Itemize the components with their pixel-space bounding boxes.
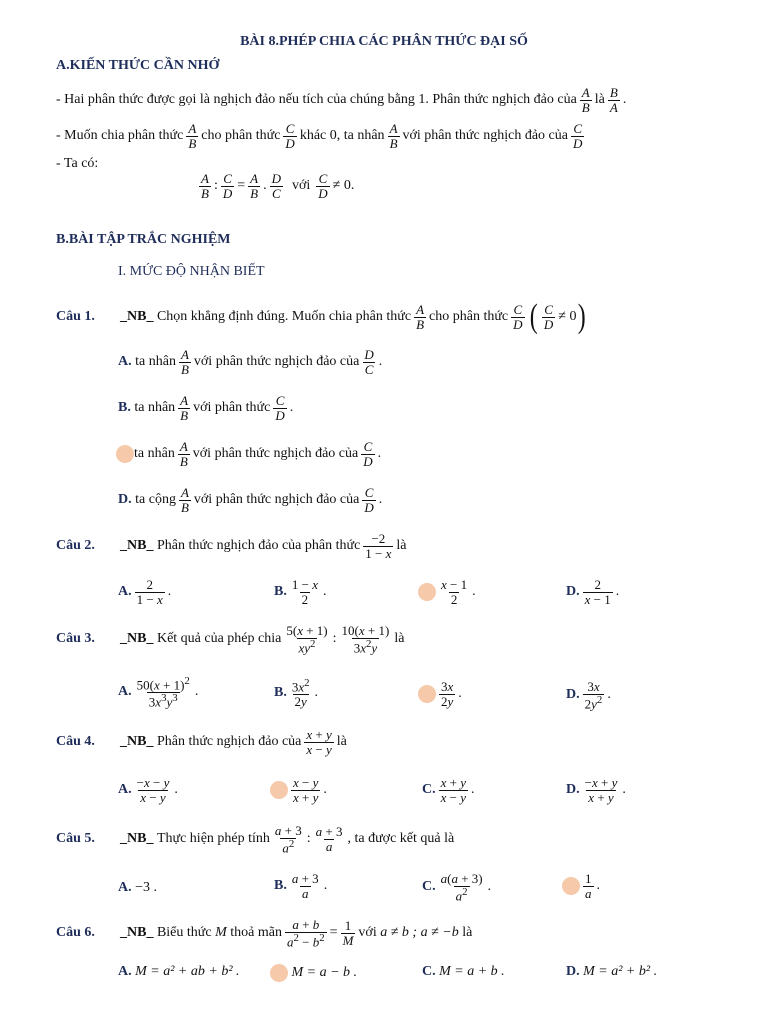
option-label: A. [118, 354, 132, 370]
question-tag: _NB_ [120, 734, 154, 750]
q6-option-b[interactable] [270, 964, 357, 982]
q2-option-b[interactable]: B. $\frac{1 - x}{2}$ . [274, 577, 327, 607]
answer-marker [270, 964, 288, 982]
page-title: BÀI 8.PHÉP CHIA CÁC PHÂN THỨC ĐẠI SỐ [240, 34, 528, 49]
q4-option-c[interactable]: C. $\frac{x + y}{x - y}$ . [422, 775, 475, 805]
option-label: A. [118, 880, 132, 895]
question-text: Thực hiện phép tính [156, 831, 270, 847]
division-formula: $\frac{A}{B}$ : $\frac{C}{D}$ = $\frac{A}{B}$ . $\frac{D}{C}$ với $\frac{C}{D}$ ≠ 0. [201, 171, 355, 201]
question-label: Câu 1. [56, 309, 95, 324]
option-value: M = a² + ab + b² . [135, 964, 240, 979]
question-label: Câu 3. [56, 631, 95, 647]
answer-marker [562, 877, 580, 895]
section-b-heading: B.BÀI TẬP TRẮC NGHIỆM [56, 232, 231, 247]
question-text: Kết quả của phép chia [156, 631, 282, 647]
question-text: là [336, 734, 347, 750]
knowledge-line-1-text: - Hai phân thức được gọi là nghịch đảo nếu tích của chúng bằng 1. Phân thức nghịch đảo của [56, 92, 577, 108]
question-1: Câu 1. _NB_ Chọn khẳng định đúng. Muốn chia phân thức $\frac{A}{B}$ cho phân thức $\frac{C}{D}$ ( $\frac{C}{D}$ ≠ 0 ) [56, 298, 587, 335]
question-3: Câu 3. _NB_ Kết quả của phép chia $\frac{5(x + 1)}{xy^2}$ : $\frac{10(x + 1)}{3x^2y}$ là [56, 623, 405, 655]
option-label: B. [274, 685, 287, 701]
question-text: là [394, 631, 405, 647]
question-text: Phân thức nghịch đảo của phân thức [156, 538, 361, 554]
option-label: D. [118, 492, 132, 508]
question-4: Câu 4. _NB_ Phân thức nghịch đảo của $\frac{x + y}{x - y}$ là [56, 727, 347, 757]
q3-option-a[interactable]: A. $\frac{50(x + 1)^2}{3x^3y^3}$ . [118, 675, 199, 710]
formula-neq: ≠ 0. [332, 178, 355, 194]
question-tag: _NB_ [120, 631, 154, 647]
option-label: D. [566, 964, 580, 979]
option-label: D. [566, 584, 580, 600]
option-label: D. [566, 687, 580, 703]
q5-option-a[interactable] [118, 880, 157, 896]
option-text: ta cộng [135, 492, 176, 508]
question-label: Câu 2. [56, 538, 95, 554]
knowledge-line-2-text3: khác 0, ta nhân [299, 128, 385, 144]
question-label: Câu 5. [56, 831, 95, 847]
q4-option-a[interactable]: A. $\frac{-x - y}{x - y}$ . [118, 775, 178, 805]
option-label: C. [422, 964, 436, 979]
q3-option-b[interactable]: B. $\frac{3x^2}{2y}$ . [274, 677, 319, 709]
knowledge-line-2-text4: với phân thức nghịch đảo của [402, 128, 568, 144]
option-text: với phân thức [193, 400, 271, 416]
knowledge-line-1: - Hai phân thức được gọi là nghịch đảo nếu tích của chúng bằng 1. Phân thức nghịch đảo của $\frac{A}{B}$ là $\frac{B}{A}$ . [56, 85, 627, 115]
question-tag: _NB_ [120, 831, 154, 847]
question-text: , ta được kết quả là [347, 831, 455, 847]
option-label: C. [422, 782, 436, 798]
q5-option-c[interactable]: C. $\frac{a(a + 3)}{a^2}$ . [422, 871, 492, 903]
question-tag: _NB_ [120, 309, 154, 324]
fraction-a-over-b: $\frac{A}{B}$ [389, 121, 398, 151]
q2-option-d[interactable]: D. $\frac{2}{x - 1}$ . [566, 577, 620, 607]
q5-option-b[interactable]: B. $\frac{a + 3}{a}$ . [274, 871, 328, 901]
question-2: Câu 2. _NB_ Phân thức nghịch đảo của phân thức $\frac{-2}{1 - x}$ là [56, 531, 407, 561]
question-tag: _NB_ [120, 925, 154, 941]
option-label: B. [274, 584, 287, 600]
question-text: thoả mãn [230, 925, 282, 941]
question-text: Chọn khẳng định đúng. Muốn chia phân thức [156, 309, 412, 324]
option-label: A. [118, 964, 132, 979]
knowledge-line-2 [56, 122, 587, 150]
answer-marker [418, 685, 436, 703]
q3-option-d[interactable]: D. $\frac{3x}{2y^2}$ . [566, 679, 611, 711]
option-label: D. [566, 782, 580, 798]
knowledge-line-2-text2: cho phân thức [201, 128, 281, 144]
option-text: ta nhân [134, 446, 175, 462]
option-label: A. [118, 684, 132, 700]
knowledge-line-3: - Ta có: [56, 156, 99, 171]
answer-marker [418, 583, 436, 601]
option-text: ta nhân [134, 400, 176, 416]
section-a-heading: A.KIẾN THỨC CẦN NHỚ [56, 58, 220, 73]
question-text: Phân thức nghịch đảo của [156, 734, 302, 750]
question-6: Câu 6. _NB_ Biểu thức M thoả mãn $\frac{a + b}{a^2 - b^2}$ = $\frac{1}{M}$ với a ≠ b ; a ≠ −b là [56, 917, 473, 949]
q6-option-a[interactable] [118, 964, 240, 980]
q4-option-b[interactable]: $\frac{x - y}{x + y}$ . [270, 776, 327, 804]
q1-option-a[interactable]: A. ta nhân $\frac{A}{B}$ với phân thức nghịch đảo của $\frac{D}{C}$ . [118, 347, 383, 377]
q4-option-d[interactable]: D. $\frac{-x + y}{x + y}$ . [566, 775, 626, 805]
option-label: A. [118, 782, 132, 798]
q5-option-d[interactable]: $\frac{1}{a}$ . [562, 872, 600, 900]
formula-with: với [291, 178, 311, 194]
condition: a ≠ b ; a ≠ −b [380, 925, 459, 941]
q6-option-d[interactable] [566, 964, 657, 980]
q1-option-d[interactable]: D. ta cộng $\frac{A}{B}$ với phân thức nghịch đảo của $\frac{C}{D}$ . [118, 485, 383, 515]
option-text: với phân thức nghịch đảo của [193, 492, 360, 508]
question-text: với [358, 925, 377, 941]
question-text: cho phân thức [429, 309, 509, 324]
fraction-c-over-d: $\frac{C}{D}$ [285, 121, 295, 151]
fraction-a-over-b: $\frac{A}{B}$ [581, 85, 590, 115]
fraction-a-over-b: $\frac{A}{B}$ [188, 121, 197, 151]
q2-option-c[interactable]: $\frac{x - 1}{2}$ . [418, 578, 476, 606]
answer-marker [116, 445, 134, 463]
level-heading: I. MỨC ĐỘ NHẬN BIẾT [118, 264, 265, 279]
knowledge-line-1-mid: là [594, 92, 605, 108]
option-value: −3 . [135, 880, 158, 895]
q6-option-c[interactable] [422, 964, 505, 980]
fraction-c-over-d: $\frac{C}{D}$ [572, 121, 583, 151]
question-tag: _NB_ [120, 538, 154, 554]
answer-marker [270, 781, 288, 799]
fraction-b-over-a: $\frac{B}{A}$ [609, 85, 618, 115]
q2-option-a[interactable]: A. $\frac{2}{1 - x}$ . [118, 577, 172, 607]
question-label: Câu 4. [56, 734, 95, 750]
option-value: M = a² + b² . [583, 964, 658, 979]
knowledge-line-2-text1: - Muốn chia phân thức [56, 128, 184, 144]
question-5: Câu 5. _NB_ Thực hiện phép tính $\frac{a + 3}{a^2}$ : $\frac{a + 3}{a}$ , ta được kết quả là [56, 823, 455, 855]
variable-m: M [215, 925, 227, 941]
option-value: M = a − b . [291, 965, 358, 980]
q1-option-c[interactable]: ta nhân $\frac{A}{B}$ với phân thức nghịch đảo của $\frac{C}{D}$ . [116, 440, 381, 468]
option-label: A. [118, 584, 132, 600]
question-label: Câu 6. [56, 925, 95, 941]
option-text: với phân thức nghịch đảo của [193, 354, 360, 370]
question-text: Biểu thức [156, 925, 212, 941]
option-label: C. [422, 879, 436, 895]
option-label: B. [118, 400, 131, 416]
option-value: M = a + b . [439, 964, 505, 979]
question-text: là [396, 538, 407, 554]
q3-option-c[interactable]: $\frac{3x}{2y}$ . [418, 680, 462, 708]
question-text: là [462, 925, 473, 941]
option-text: ta nhân [135, 354, 176, 370]
option-label: B. [274, 878, 287, 894]
q1-option-b[interactable]: B. ta nhân $\frac{A}{B}$ với phân thức $\frac{C}{D}$ . [118, 393, 294, 423]
option-text: với phân thức nghịch đảo của [192, 446, 359, 462]
